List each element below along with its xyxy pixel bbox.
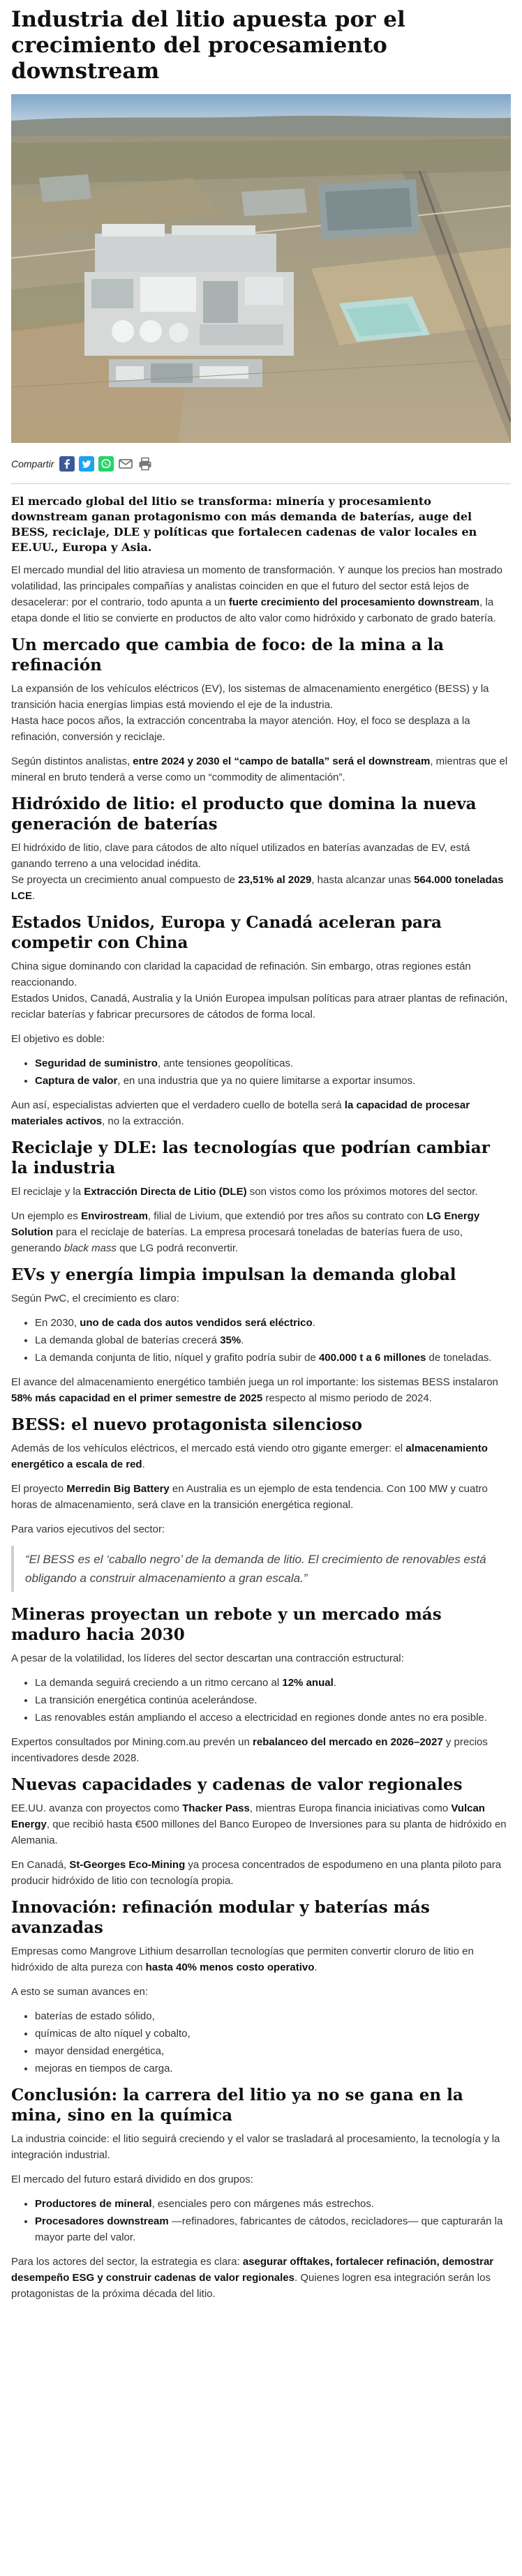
- paragraph: El proyecto Merredin Big Battery en Australia es un ejemplo de esta tendencia. Con 100 MW y cuatro horas de almacenamiento, será clave en la transición energética regional.: [11, 1483, 488, 1511]
- section-heading: Conclusión: la carrera del litio ya no se gana en la mina, sino en la química: [11, 2086, 463, 2125]
- bullet-list: [35, 2008, 511, 2077]
- pull-quote: “El BESS es el ‘caballo negro’ de la demanda de litio. El crecimiento de renovables está obligando a construir almacenamiento a gran escala.”: [11, 1546, 511, 1592]
- twitter-icon[interactable]: [79, 456, 94, 472]
- list-item: • La demanda seguirá creciendo a un ritmo cercano al 12% anual.: [35, 1675, 511, 1691]
- paragraph: La industria coincide: el litio seguirá creciendo y el valor se trasladará al procesamiento, la tecnología y la integración industrial.: [11, 2133, 500, 2161]
- list-item: • Seguridad de suministro, ante tensiones geopolíticas.: [35, 1055, 511, 1071]
- section-heading: Mineras proyectan un rebote y un mercado más maduro hacia 2030: [11, 1605, 442, 1644]
- list-item: • químicas de alto níquel y cobalto,: [35, 2026, 511, 2042]
- section-heading: BESS: el nuevo protagonista silencioso: [11, 1415, 362, 1434]
- paragraph: El objetivo es doble:: [11, 1033, 105, 1045]
- share-bar: [11, 454, 511, 474]
- paragraph: Hasta hace pocos años, la extracción concentraba la mayor atención. Hoy, el foco se desplaza a la refinación, conversión y reciclaje.: [11, 715, 470, 743]
- paragraph: El hidróxido de litio, clave para cátodos de alto níquel utilizados en baterías avanzadas de EV, está ganando terreno a una velocidad inédita.: [11, 842, 470, 870]
- bullet-list: [35, 1315, 511, 1366]
- email-icon[interactable]: [118, 456, 133, 472]
- print-icon[interactable]: [137, 456, 153, 472]
- paragraph: Un ejemplo es Envirostream, filial de Livium, que extendió por tres años su contrato con LG Energy Solution para el reciclaje de baterías. La empresa procesará toneladas de baterías fuera de uso, generando black mass que LG podrá reconvertir.: [11, 1210, 480, 1254]
- section-heading: Innovación: refinación modular y baterías más avanzadas: [11, 1898, 430, 1937]
- page-title: Industria del litio apuesta por el crecimiento del procesamiento downstream: [11, 7, 405, 84]
- paragraph: En Canadá, St-Georges Eco-Mining ya procesa concentrados de espodumeno en una planta piloto para producir hidróxido de litio con tecnología propia.: [11, 1859, 502, 1887]
- paragraph: A esto se suman avances en:: [11, 1986, 148, 1998]
- article-lead: El mercado global del litio se transforma: minería y procesamiento downstream ganan protagonismo con más demanda de baterías, auge del BESS, reciclaje, DLE y políticas que fortalecen cadenas de valor locales en EE.UU., Europa y Asia.: [11, 495, 477, 554]
- whatsapp-icon[interactable]: [98, 456, 114, 472]
- list-item: • mayor densidad energética,: [35, 2043, 511, 2059]
- paragraph: Según distintos analistas, entre 2024 y 2030 el “campo de batalla” será el downstream, mientras que el mineral en bruto tenderá a verse como un “commodity de alimentación”.: [11, 755, 508, 783]
- paragraph: Expertos consultados por Mining.com.au prevén un rebalanceo del mercado en 2026–2027 y precios incentivadores desde 2028.: [11, 1736, 488, 1764]
- section-heading: Nuevas capacidades y cadenas de valor regionales: [11, 1775, 463, 1794]
- paragraph: Se proyecta un crecimiento anual compuesto de 23,51% al 2029, hasta alcanzar unas 564.000 toneladas LCE.: [11, 874, 504, 902]
- list-item: • La demanda global de baterías crecerá 35%.: [35, 1332, 511, 1348]
- paragraph: El reciclaje y la Extracción Directa de Litio (DLE) son vistos como los próximos motores del sector.: [11, 1186, 478, 1198]
- section-heading: Estados Unidos, Europa y Canadá aceleran para competir con China: [11, 913, 442, 952]
- facebook-icon[interactable]: [59, 456, 75, 472]
- share-label: Compartir: [11, 458, 54, 469]
- list-item: • baterías de estado sólido,: [35, 2008, 511, 2024]
- intro-paragraph: El mercado mundial del litio atraviesa un momento de transformación. Y aunque los precios han mostrado volatilidad, las principales compañías y analistas coinciden en que el futuro del sector está lejos de desacelerar: por el contrario, todo apunta a un fuerte crecimiento del procesamiento downstream, la etapa donde el litio se convierte en productos de alto valor como hidróxido y carbonato de grado batería.: [11, 564, 502, 624]
- divider: [11, 483, 511, 484]
- list-item: • Las renovables están ampliando el acceso a electricidad en regiones donde antes no era posible.: [35, 1710, 511, 1726]
- paragraph: Además de los vehículos eléctricos, el mercado está viendo otro gigante emerger: el almacenamiento energético a escala de red.: [11, 1443, 488, 1470]
- bullet-list: [35, 1675, 511, 1726]
- list-item: • La transición energética continúa acelerándose.: [35, 1692, 511, 1708]
- paragraph: China sigue dominando con claridad la capacidad de refinación. Sin embargo, otras regiones están reaccionando.: [11, 961, 471, 988]
- list-item: • La demanda conjunta de litio, níquel y grafito podría subir de 400.000 t a 6 millones de toneladas.: [35, 1350, 511, 1366]
- paragraph: El avance del almacenamiento energético también juega un rol importante: los sistemas BESS instalaron 58% más capacidad en el primer semestre de 2025 respecto al mismo periodo de 2024.: [11, 1376, 498, 1404]
- list-item: • mejoras en tiempos de carga.: [35, 2061, 511, 2077]
- paragraph: Aun así, especialistas advierten que el verdadero cuello de botella será la capacidad de procesar materiales activos, no la extracción.: [11, 1099, 470, 1127]
- section-heading: Un mercado que cambia de foco: de la mina a la refinación: [11, 635, 445, 675]
- section-heading: Hidróxido de litio: el producto que domina la nueva generación de baterías: [11, 794, 477, 834]
- paragraph: Según PwC, el crecimiento es claro:: [11, 1293, 179, 1304]
- paragraph: A pesar de la volatilidad, los líderes del sector descartan una contracción estructural:: [11, 1652, 404, 1664]
- list-item: • Procesadores downstream —refinadores, fabricantes de cátodos, recicladores— que capturarán la mayor parte del valor.: [35, 2213, 511, 2245]
- paragraph: Empresas como Mangrove Lithium desarrollan tecnologías que permiten convertir cloruro de litio en hidróxido de alta pureza con hasta 40% menos costo operativo.: [11, 1945, 474, 1973]
- paragraph: EE.UU. avanza con proyectos como Thacker Pass, mientras Europa financia iniciativas como Vulcan Energy, que recibió hasta €500 millones del Banco Europeo de Inversiones para su planta de hidróxido en Alemania.: [11, 1802, 507, 1846]
- list-item: • Productores de mineral, esenciales pero con márgenes más estrechos.: [35, 2196, 511, 2212]
- list-item: • En 2030, uno de cada dos autos vendidos será eléctrico.: [35, 1315, 511, 1331]
- paragraph: Para los actores del sector, la estrategia es clara: asegurar offtakes, fortalecer refinación, demostrar desempeño ESG y construir cadenas de valor regionales. Quienes logren esa integración serán los protagonistas de la próxima década del litio.: [11, 2256, 494, 2300]
- hero-image: [11, 94, 511, 443]
- section-heading: EVs y energía limpia impulsan la demanda global: [11, 1265, 456, 1284]
- section-heading: Reciclaje y DLE: las tecnologías que podrían cambiar la industria: [11, 1138, 490, 1177]
- paragraph: El mercado del futuro estará dividido en dos grupos:: [11, 2174, 253, 2185]
- paragraph: Estados Unidos, Canadá, Australia y la Unión Europea impulsan políticas para atraer plantas de refinación, reciclar baterías y fabricar precursores de cátodos de forma local.: [11, 993, 508, 1020]
- paragraph: Para varios ejecutivos del sector:: [11, 1523, 165, 1535]
- bullet-list: [35, 1055, 511, 1089]
- paragraph: La expansión de los vehículos eléctricos (EV), los sistemas de almacenamiento energético (BESS) y la transición hacia energías limpias está moviendo el eje de la industria.: [11, 683, 489, 711]
- bullet-list: [35, 2196, 511, 2245]
- list-item: • Captura de valor, en una industria que ya no quiere limitarse a exportar insumos.: [35, 1073, 511, 1089]
